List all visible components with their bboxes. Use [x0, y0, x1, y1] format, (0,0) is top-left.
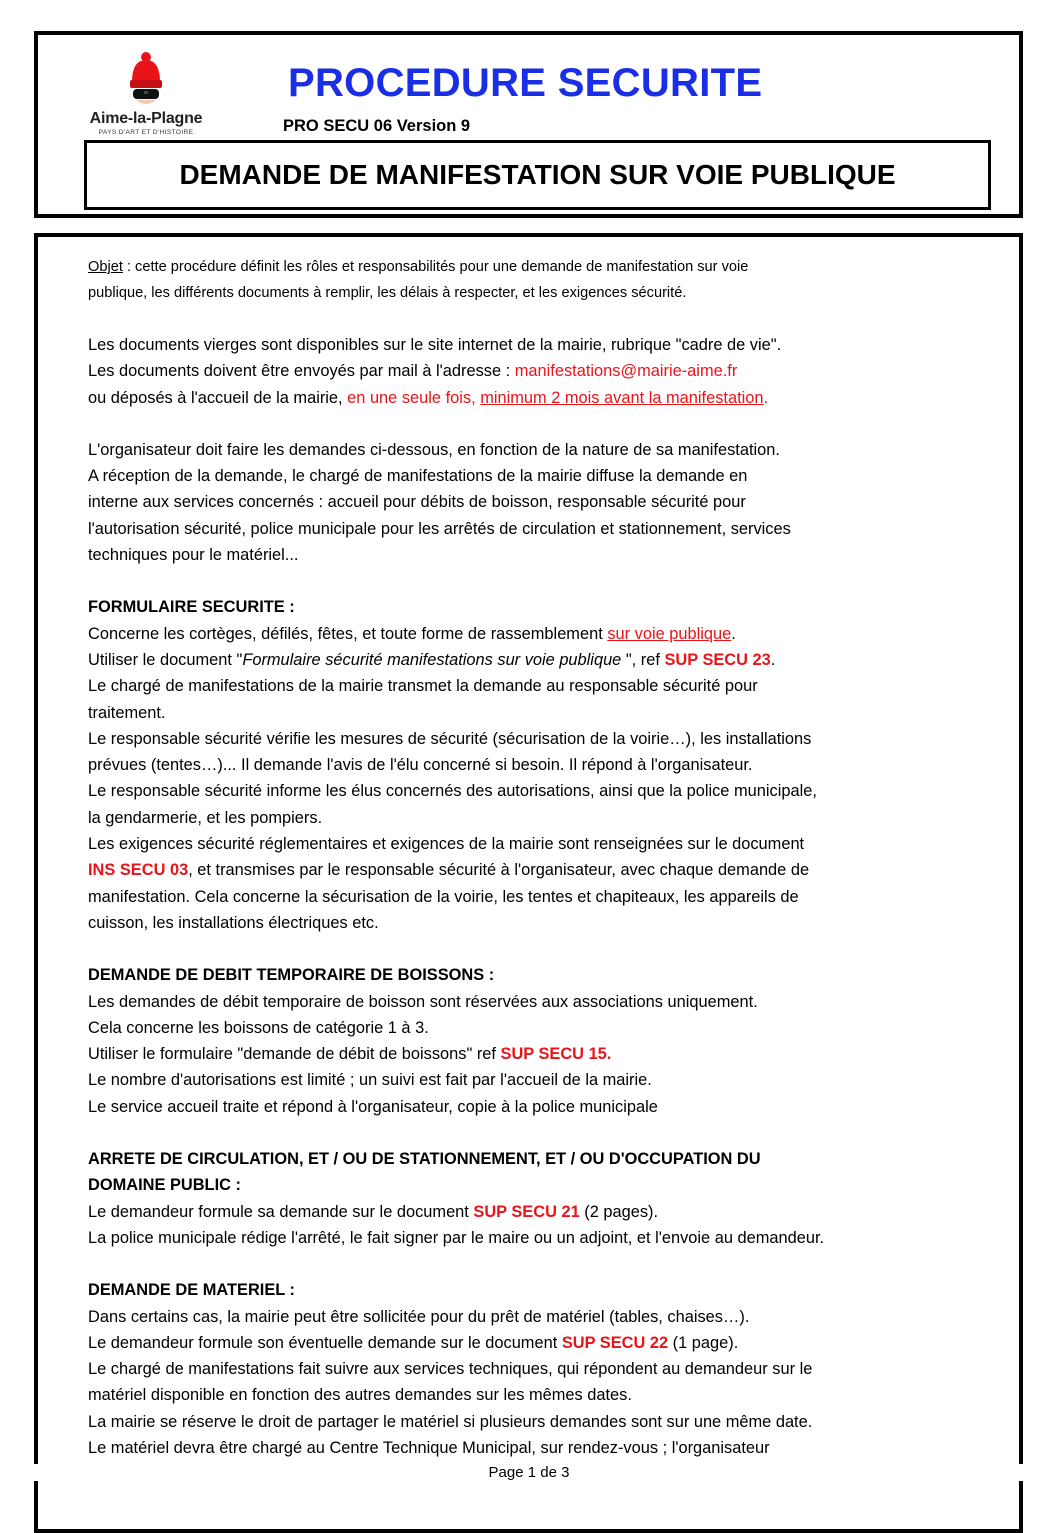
objet-text: : cette procédure définit les rôles et responsabilités pour une demande de manifestation sur voie [122, 259, 749, 275]
paragraph-line: Le responsable sécurité informe les élus concernés des autorisations, ainsi que la police municipale, [88, 782, 817, 801]
paragraph-line: la gendarmerie, et les pompiers. [88, 808, 323, 827]
doc-ref-sup-secu-22: SUP SECU 22 [561, 1333, 669, 1352]
paragraph-line: Le nombre d'autorisations est limité ; un suivi est fait par l'accueil de la mairie. [88, 1071, 652, 1090]
logo-tagline: PAYS D'ART ET D'HISTOIRE [98, 129, 194, 136]
paragraph-line: , et transmises par le responsable sécurité à l'organisateur, avec chaque demande de [188, 861, 810, 880]
paragraph-line: interne aux services concernés : accueil pour débits de boisson, responsable sécurité pour [88, 493, 746, 512]
paragraph-line: l'autorisation sécurité, police municipale pour les arrêtés de circulation et stationnement, services [88, 519, 791, 538]
paragraph-line: Le chargé de manifestations fait suivre aux services techniques, qui répondent au demandeur sur le [88, 1360, 813, 1379]
doc-ref-sup-secu-21: SUP SECU 21 [473, 1202, 580, 1221]
section-heading: FORMULAIRE SECURITE : [88, 598, 295, 617]
paragraph-line: Utiliser le formulaire "demande de débit de boissons" ref [88, 1045, 501, 1064]
paragraph-line: Le chargé de manifestations de la mairie transmet la demande au responsable sécurité pour [88, 677, 758, 696]
header-box [34, 31, 1023, 218]
punctuation: . [770, 650, 776, 669]
organisateur-section [88, 437, 958, 568]
doc-ref-sup-secu-15: SUP SECU 15. [500, 1045, 612, 1064]
paragraph-line: Le service accueil traite et répond à l'organisateur, copie à la police municipale [88, 1097, 658, 1116]
objet-text: publique, les différents documents à remplir, les délais à respecter, et les exigences sécurité. [88, 284, 687, 301]
section-heading: ARRETE DE CIRCULATION, ET / OU DE STATIONNEMENT, ET / OU D'OCCUPATION DU [88, 1150, 761, 1169]
objet-label: Objet [88, 259, 123, 275]
arrete-section [88, 1146, 958, 1251]
page-footer [0, 1464, 1058, 1481]
paragraph-line: L'organisateur doit faire les demandes ci-dessous, en fonction de la nature de sa manifestation. [88, 440, 780, 459]
formulaire-section [88, 594, 958, 936]
logo-name: Aime-la-Plagne [89, 110, 203, 127]
document-name: Formulaire sécurité manifestations sur voie publique [242, 650, 622, 669]
paragraph-line: matériel disponible en fonction des autres demandes sur les mêmes dates. [88, 1386, 632, 1405]
paragraph-line: Le demandeur formule son éventuelle demande sur le document [88, 1333, 562, 1352]
paragraph-line: A réception de la demande, le chargé de manifestations de la mairie diffuse la demande en [88, 467, 748, 486]
paragraph-line: ", ref [621, 650, 665, 669]
page-number: Page 1 de 3 [488, 1464, 570, 1481]
section-heading: DOMAINE PUBLIC : [88, 1176, 241, 1195]
paragraph-line: Le demandeur formule sa demande sur le document [88, 1202, 474, 1221]
paragraph-line: cuisson, les installations électriques etc. [88, 913, 379, 932]
paragraph-line: Cela concerne les boissons de catégorie 1 à 3. [88, 1018, 429, 1037]
email-link[interactable]: manifestations@mairie-aime.fr [514, 362, 738, 381]
materiel-section [88, 1277, 958, 1461]
section-heading: DEMANDE DE DEBIT TEMPORAIRE DE BOISSONS : [88, 966, 495, 985]
red-beanie-mascot-icon [123, 52, 169, 108]
document-subtitle: DEMANDE DE MANIFESTATION SUR VOIE PUBLIQUE [84, 140, 991, 210]
paragraph-line: Le matériel devra être chargé au Centre Technique Municipal, sur rendez-vous ; l'organisateur [88, 1438, 770, 1457]
paragraph-line: Dans certains cas, la mairie peut être sollicitée pour du prêt de matériel (tables, chaises…). [88, 1307, 750, 1326]
paragraph-line: Les documents doivent être envoyés par mail à l'adresse : [88, 362, 515, 381]
paragraph-line: Le responsable sécurité vérifie les mesures de sécurité (sécurisation de la voirie…), les installations [88, 729, 812, 748]
highlight-deadline: minimum 2 mois avant la manifestation [480, 388, 764, 407]
paragraph-line: Les documents vierges sont disponibles sur le site internet de la mairie, rubrique "cadre de vie". [88, 336, 782, 354]
doc-ref-sup-secu-23: SUP SECU 23 [664, 650, 771, 669]
paragraph-line: prévues (tentes…)... Il demande l'avis de l'élu concerné si besoin. Il répond à l'organisateur. [88, 756, 753, 775]
highlight-once: en une seule fois, [347, 388, 481, 407]
paragraph-line: Utiliser le document " [88, 650, 243, 669]
punctuation: . [763, 388, 769, 407]
paragraph-line: La police municipale rédige l'arrêté, le fait signer par le maire ou un adjoint, et l'envoie au demandeur. [88, 1228, 825, 1247]
paragraph-line: Les exigences sécurité réglementaires et exigences de la mairie sont renseignées sur le document [88, 835, 805, 854]
logo [81, 48, 211, 148]
paragraph-line: La mairie se réserve le droit de partager le matériel si plusieurs demandes sont sur une même date. [88, 1412, 813, 1431]
paragraph-line: manifestation. Cela concerne la sécurisation de la voirie, les tentes et chapiteaux, les appareils de [88, 887, 799, 906]
punctuation: . [731, 624, 736, 643]
intro-section [88, 332, 958, 411]
boissons-section [88, 962, 958, 1120]
paragraph-line: Concerne les cortèges, défilés, fêtes, et toute forme de rassemblement [88, 624, 608, 643]
highlight-voie-publique: sur voie publique [607, 624, 732, 643]
doc-ref-ins-secu-03: INS SECU 03 [88, 861, 189, 880]
page-title: PROCEDURE SECURITE [288, 61, 763, 105]
section-heading: DEMANDE DE MATERIEL : [88, 1281, 296, 1300]
paragraph-line: (1 page). [668, 1333, 739, 1352]
paragraph-line: Les demandes de débit temporaire de boisson sont réservées aux associations uniquement. [88, 992, 758, 1011]
objet-section [88, 255, 958, 306]
paragraph-line: traitement. [88, 703, 166, 722]
paragraph-line: ou déposés à l'accueil de la mairie, [88, 388, 348, 407]
paragraph-line: techniques pour le matériel... [88, 546, 299, 565]
document-body [88, 255, 958, 1461]
paragraph-line: (2 pages). [579, 1202, 659, 1221]
document-reference: PRO SECU 06 Version 9 [283, 117, 471, 135]
